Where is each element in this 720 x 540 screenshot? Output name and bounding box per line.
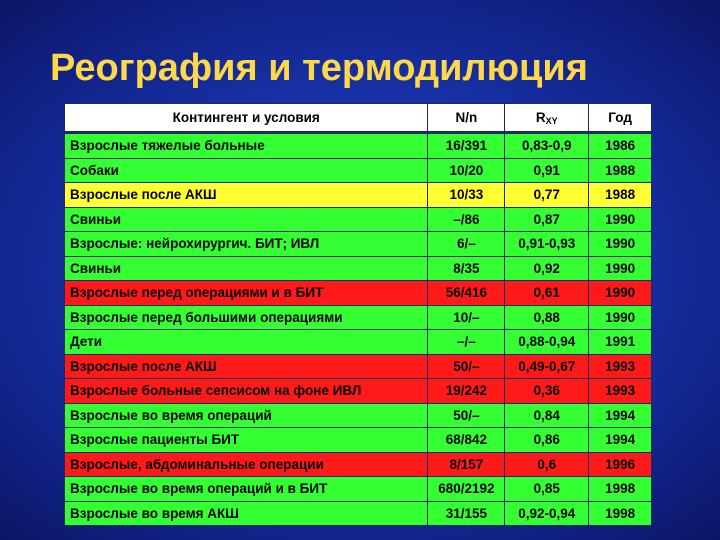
- cell-rxy: 0,88-0,94: [505, 330, 589, 355]
- cell-year: 1993: [589, 354, 652, 379]
- header-contingent: Контингент и условия: [65, 104, 428, 133]
- cell-year: 1990: [589, 305, 652, 330]
- cell-n: 19/242: [428, 379, 505, 404]
- cell-rxy: 0,6: [505, 452, 589, 477]
- cell-rxy: 0,88: [505, 305, 589, 330]
- cell-n: 16/391: [428, 133, 505, 159]
- cell-rxy: 0,86: [505, 428, 589, 453]
- table-row: [65, 207, 652, 232]
- cell-contingent: Собаки: [65, 158, 428, 183]
- table-row: [65, 232, 652, 257]
- header-r-main: R: [535, 109, 546, 125]
- table-row: [65, 256, 652, 281]
- table-row: [65, 330, 652, 355]
- cell-contingent: Дети: [65, 330, 428, 355]
- cell-contingent: Взрослые после АКШ: [65, 354, 428, 379]
- cell-year: 1994: [589, 428, 652, 453]
- cell-n: 10/–: [428, 305, 505, 330]
- header-n: N/n: [428, 104, 505, 133]
- cell-year: 1998: [589, 501, 652, 526]
- cell-contingent: Взрослые пациенты БИТ: [65, 428, 428, 453]
- cell-rxy: 0,87: [505, 207, 589, 232]
- table-row: [65, 403, 652, 428]
- cell-rxy: 0,91-0,93: [505, 232, 589, 257]
- table-row: [65, 428, 652, 453]
- cell-year: 1994: [589, 403, 652, 428]
- table-row: [65, 305, 652, 330]
- cell-rxy: 0,85: [505, 477, 589, 502]
- cell-contingent: Свиньи: [65, 256, 428, 281]
- cell-n: 680/2192: [428, 477, 505, 502]
- cell-n: 6/–: [428, 232, 505, 257]
- cell-n: –/–: [428, 330, 505, 355]
- table-header-row: [65, 104, 652, 133]
- cell-rxy: 0,92-0,94: [505, 501, 589, 526]
- cell-contingent: Взрослые, абдоминальные операции: [65, 452, 428, 477]
- header-r-subscript: XY: [545, 115, 558, 126]
- cell-contingent: Взрослые: нейрохирургич. БИТ; ИВЛ: [65, 232, 428, 257]
- cell-year: 1991: [589, 330, 652, 355]
- cell-year: 1998: [589, 477, 652, 502]
- table-row: [65, 501, 652, 526]
- cell-n: –/86: [428, 207, 505, 232]
- table-row: [65, 183, 652, 208]
- cell-contingent: Взрослые во время АКШ: [65, 501, 428, 526]
- cell-year: 1990: [589, 281, 652, 306]
- slide-title: Реография и термодилюция: [50, 47, 588, 89]
- cell-n: 56/416: [428, 281, 505, 306]
- cell-contingent: Взрослые во время операций и в БИТ: [65, 477, 428, 502]
- header-year: Год: [589, 104, 652, 133]
- cell-year: 1996: [589, 452, 652, 477]
- cell-rxy: 0,49-0,67: [505, 354, 589, 379]
- table-row: [65, 452, 652, 477]
- header-rxy: [505, 104, 589, 133]
- cell-rxy: 0,77: [505, 183, 589, 208]
- cell-n: 50/–: [428, 403, 505, 428]
- cell-year: 1993: [589, 379, 652, 404]
- cell-rxy: 0,83-0,9: [505, 133, 589, 159]
- cell-contingent: Взрослые во время операций: [65, 403, 428, 428]
- cell-year: 1990: [589, 232, 652, 257]
- cell-n: 50/–: [428, 354, 505, 379]
- cell-rxy: 0,92: [505, 256, 589, 281]
- table-row: [65, 379, 652, 404]
- data-table: [64, 103, 652, 526]
- table-body: [65, 133, 652, 526]
- cell-contingent: Взрослые перед большими операциями: [65, 305, 428, 330]
- cell-n: 8/157: [428, 452, 505, 477]
- cell-n: 10/33: [428, 183, 505, 208]
- cell-contingent: Взрослые больные сепсисом на фоне ИВЛ: [65, 379, 428, 404]
- cell-rxy: 0,36: [505, 379, 589, 404]
- table-row: [65, 354, 652, 379]
- cell-rxy: 0,91: [505, 158, 589, 183]
- cell-year: 1986: [589, 133, 652, 159]
- table-row: [65, 281, 652, 306]
- cell-rxy: 0,61: [505, 281, 589, 306]
- cell-contingent: Взрослые после АКШ: [65, 183, 428, 208]
- table-row: [65, 158, 652, 183]
- table-row: [65, 477, 652, 502]
- cell-n: 31/155: [428, 501, 505, 526]
- cell-year: 1988: [589, 183, 652, 208]
- cell-n: 68/842: [428, 428, 505, 453]
- cell-n: 10/20: [428, 158, 505, 183]
- cell-contingent: Свиньи: [65, 207, 428, 232]
- cell-year: 1990: [589, 207, 652, 232]
- cell-n: 8/35: [428, 256, 505, 281]
- cell-year: 1990: [589, 256, 652, 281]
- cell-rxy: 0,84: [505, 403, 589, 428]
- table-row: [65, 133, 652, 159]
- cell-contingent: Взрослые тяжелые больные: [65, 133, 428, 159]
- cell-year: 1988: [589, 158, 652, 183]
- cell-contingent: Взрослые перед операциями и в БИТ: [65, 281, 428, 306]
